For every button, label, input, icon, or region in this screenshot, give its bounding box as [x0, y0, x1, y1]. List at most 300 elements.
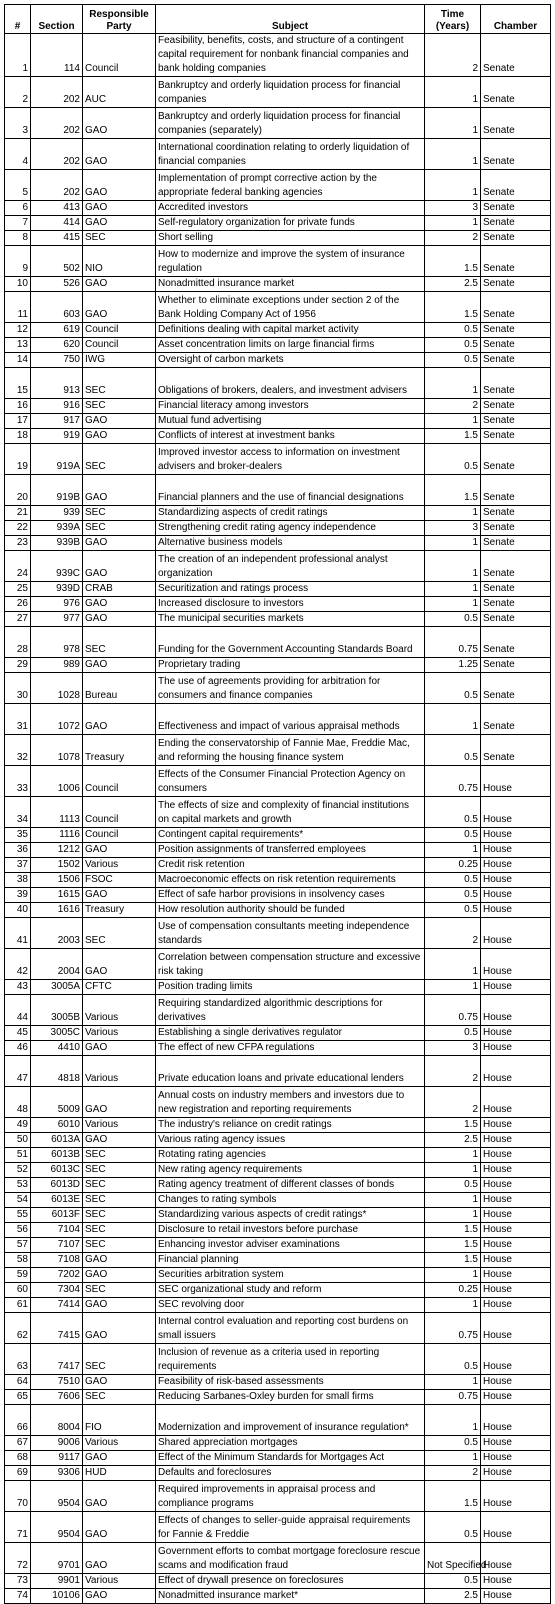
table-row	[5, 658, 551, 673]
row-time: 3	[425, 521, 481, 536]
row-responsible-party: GAO	[83, 139, 156, 170]
row-number: 57	[5, 1238, 31, 1253]
row-responsible-party: GAO	[83, 108, 156, 139]
row-subject: Credit risk retention	[156, 858, 425, 873]
row-section: 619	[31, 323, 83, 338]
row-chamber: Senate	[481, 582, 551, 597]
table-row	[5, 444, 551, 475]
row-number: 67	[5, 1436, 31, 1451]
table-row	[5, 704, 551, 735]
row-subject: Obligations of brokers, dealers, and investment advisers	[156, 368, 425, 399]
header-responsible-party: Responsible Party	[83, 5, 156, 34]
row-time: 1	[425, 1163, 481, 1178]
row-chamber: Senate	[481, 353, 551, 368]
row-number: 25	[5, 582, 31, 597]
row-responsible-party: Council	[83, 323, 156, 338]
row-responsible-party: GAO	[83, 1543, 156, 1574]
row-subject: Position assignments of transferred employees	[156, 843, 425, 858]
row-section: 202	[31, 170, 83, 201]
row-section: 1006	[31, 766, 83, 797]
row-subject: Annual costs on industry members and investors due to new registration and reporting requirements	[156, 1087, 425, 1118]
table-row	[5, 918, 551, 949]
row-chamber: Senate	[481, 246, 551, 277]
row-section: 202	[31, 108, 83, 139]
row-number: 44	[5, 995, 31, 1026]
row-chamber: House	[481, 1223, 551, 1238]
row-responsible-party: Council	[83, 766, 156, 797]
row-responsible-party: Various	[83, 858, 156, 873]
row-number: 60	[5, 1283, 31, 1298]
row-section: 913	[31, 368, 83, 399]
row-responsible-party: GAO	[83, 1512, 156, 1543]
row-time: 1.5	[425, 1118, 481, 1133]
row-section: 7304	[31, 1283, 83, 1298]
row-chamber: Senate	[481, 292, 551, 323]
row-number: 36	[5, 843, 31, 858]
table-row	[5, 1283, 551, 1298]
row-section: 1072	[31, 704, 83, 735]
row-section: 414	[31, 216, 83, 231]
row-number: 11	[5, 292, 31, 323]
table-row	[5, 1118, 551, 1133]
row-section: 526	[31, 277, 83, 292]
row-subject: Conflicts of interest at investment banks	[156, 429, 425, 444]
table-row	[5, 888, 551, 903]
row-responsible-party: GAO	[83, 949, 156, 980]
row-subject: Reducing Sarbanes-Oxley burden for small firms	[156, 1390, 425, 1405]
row-time: 1.5	[425, 1238, 481, 1253]
row-responsible-party: Various	[83, 995, 156, 1026]
row-subject: Nonadmitted insurance market*	[156, 1589, 425, 1604]
row-subject: Whether to eliminate exceptions under section 2 of the Bank Holding Company Act of 1956	[156, 292, 425, 323]
row-subject: Standardizing aspects of credit ratings	[156, 506, 425, 521]
row-chamber: Senate	[481, 506, 551, 521]
row-number: 29	[5, 658, 31, 673]
row-chamber: House	[481, 1148, 551, 1163]
row-subject: Shared appreciation mortgages	[156, 1436, 425, 1451]
row-chamber: House	[481, 1451, 551, 1466]
row-subject: Securities arbitration system	[156, 1268, 425, 1283]
row-number: 73	[5, 1574, 31, 1589]
row-number: 7	[5, 216, 31, 231]
row-number: 1	[5, 34, 31, 77]
row-chamber: House	[481, 1178, 551, 1193]
row-section: 4818	[31, 1056, 83, 1087]
row-number: 9	[5, 246, 31, 277]
table-row	[5, 414, 551, 429]
row-section: 413	[31, 201, 83, 216]
row-chamber: Senate	[481, 521, 551, 536]
row-number: 26	[5, 597, 31, 612]
table-row	[5, 903, 551, 918]
table-row	[5, 1253, 551, 1268]
row-chamber: Senate	[481, 536, 551, 551]
row-time: 1	[425, 108, 481, 139]
row-time: 1	[425, 506, 481, 521]
row-time: 1	[425, 980, 481, 995]
row-responsible-party: Various	[83, 1056, 156, 1087]
row-number: 6	[5, 201, 31, 216]
row-responsible-party: SEC	[83, 1163, 156, 1178]
row-responsible-party: GAO	[83, 1298, 156, 1313]
table-row	[5, 673, 551, 704]
row-chamber: House	[481, 1589, 551, 1604]
row-chamber: Senate	[481, 429, 551, 444]
row-section: 9306	[31, 1466, 83, 1481]
table-row	[5, 246, 551, 277]
row-section: 7510	[31, 1375, 83, 1390]
table-row	[5, 1056, 551, 1087]
row-number: 38	[5, 873, 31, 888]
row-responsible-party: Treasury	[83, 903, 156, 918]
row-section: 3005B	[31, 995, 83, 1026]
row-number: 61	[5, 1298, 31, 1313]
row-time: 3	[425, 1041, 481, 1056]
row-responsible-party: SEC	[83, 1193, 156, 1208]
row-responsible-party: Various	[83, 1436, 156, 1451]
table-row	[5, 797, 551, 828]
row-responsible-party: GAO	[83, 1041, 156, 1056]
row-subject: Bankruptcy and orderly liquidation process for financial companies (separately)	[156, 108, 425, 139]
row-section: 6013A	[31, 1133, 83, 1148]
row-chamber: House	[481, 1118, 551, 1133]
row-number: 69	[5, 1466, 31, 1481]
row-responsible-party: CRAB	[83, 582, 156, 597]
row-time: 0.5	[425, 1026, 481, 1041]
row-section: 916	[31, 399, 83, 414]
row-chamber: House	[481, 1026, 551, 1041]
table-row	[5, 1574, 551, 1589]
row-responsible-party: Council	[83, 797, 156, 828]
row-time: 1	[425, 139, 481, 170]
row-section: 1212	[31, 843, 83, 858]
table-row	[5, 216, 551, 231]
row-chamber: House	[481, 918, 551, 949]
row-time: 1	[425, 170, 481, 201]
row-responsible-party: Council	[83, 338, 156, 353]
row-number: 58	[5, 1253, 31, 1268]
row-responsible-party: Various	[83, 1026, 156, 1041]
row-section: 7415	[31, 1313, 83, 1344]
table-row	[5, 1148, 551, 1163]
table-row	[5, 995, 551, 1026]
row-number: 27	[5, 612, 31, 627]
row-number: 16	[5, 399, 31, 414]
row-chamber: Senate	[481, 627, 551, 658]
row-section: 939B	[31, 536, 83, 551]
row-subject: Correlation between compensation structure and excessive risk taking	[156, 949, 425, 980]
table-row	[5, 1298, 551, 1313]
row-responsible-party: GAO	[83, 475, 156, 506]
row-chamber: Senate	[481, 170, 551, 201]
row-section: 939D	[31, 582, 83, 597]
table-row	[5, 582, 551, 597]
row-responsible-party: Council	[83, 34, 156, 77]
row-subject: New rating agency requirements	[156, 1163, 425, 1178]
row-section: 4410	[31, 1041, 83, 1056]
row-time: 0.5	[425, 323, 481, 338]
row-time: 0.75	[425, 627, 481, 658]
row-time: 0.5	[425, 1344, 481, 1375]
row-number: 18	[5, 429, 31, 444]
row-chamber: House	[481, 1268, 551, 1283]
table-row	[5, 292, 551, 323]
row-responsible-party: GAO	[83, 658, 156, 673]
row-subject: How resolution authority should be funded	[156, 903, 425, 918]
row-chamber: House	[481, 1041, 551, 1056]
header-subject: Subject	[156, 5, 425, 34]
row-time: 0.5	[425, 338, 481, 353]
row-time: 2.5	[425, 1133, 481, 1148]
row-time: 1.5	[425, 475, 481, 506]
row-responsible-party: GAO	[83, 888, 156, 903]
row-time: 1.5	[425, 292, 481, 323]
table-row	[5, 506, 551, 521]
table-row	[5, 139, 551, 170]
row-subject: Rating agency treatment of different classes of bonds	[156, 1178, 425, 1193]
row-section: 919	[31, 429, 83, 444]
row-chamber: House	[481, 1375, 551, 1390]
row-time: 1	[425, 1208, 481, 1223]
row-responsible-party: SEC	[83, 1148, 156, 1163]
row-number: 65	[5, 1390, 31, 1405]
row-time: 0.5	[425, 888, 481, 903]
row-chamber: Senate	[481, 108, 551, 139]
row-subject: The municipal securities markets	[156, 612, 425, 627]
row-section: 917	[31, 414, 83, 429]
row-number: 24	[5, 551, 31, 582]
row-chamber: House	[481, 888, 551, 903]
row-section: 977	[31, 612, 83, 627]
row-responsible-party: FSOC	[83, 873, 156, 888]
row-time: 1	[425, 216, 481, 231]
row-time: 0.25	[425, 858, 481, 873]
row-time: 2.5	[425, 1589, 481, 1604]
row-subject: How to modernize and improve the system of insurance regulation	[156, 246, 425, 277]
row-chamber: Senate	[481, 704, 551, 735]
row-chamber: Senate	[481, 597, 551, 612]
row-number: 71	[5, 1512, 31, 1543]
row-number: 21	[5, 506, 31, 521]
row-subject: Enhancing investor adviser examinations	[156, 1238, 425, 1253]
studies-table	[4, 4, 551, 1604]
table-row	[5, 1268, 551, 1283]
row-number: 2	[5, 77, 31, 108]
row-responsible-party: GAO	[83, 277, 156, 292]
row-subject: Use of compensation consultants meeting independence standards	[156, 918, 425, 949]
row-section: 750	[31, 353, 83, 368]
row-responsible-party: SEC	[83, 1238, 156, 1253]
row-section: 3005A	[31, 980, 83, 995]
row-responsible-party: GAO	[83, 216, 156, 231]
row-number: 55	[5, 1208, 31, 1223]
row-chamber: House	[481, 873, 551, 888]
table-row	[5, 34, 551, 77]
row-number: 56	[5, 1223, 31, 1238]
row-section: 603	[31, 292, 83, 323]
row-number: 33	[5, 766, 31, 797]
row-time: 0.5	[425, 353, 481, 368]
row-chamber: House	[481, 1466, 551, 1481]
row-time: 2	[425, 918, 481, 949]
row-section: 6013F	[31, 1208, 83, 1223]
row-responsible-party: GAO	[83, 551, 156, 582]
row-number: 28	[5, 627, 31, 658]
row-responsible-party: Various	[83, 1574, 156, 1589]
table-row	[5, 1193, 551, 1208]
row-time: 1	[425, 949, 481, 980]
row-responsible-party: GAO	[83, 1313, 156, 1344]
row-chamber: House	[481, 828, 551, 843]
row-chamber: Senate	[481, 673, 551, 704]
table-row	[5, 429, 551, 444]
row-chamber: Senate	[481, 231, 551, 246]
row-section: 202	[31, 77, 83, 108]
table-row	[5, 1026, 551, 1041]
row-responsible-party: SEC	[83, 627, 156, 658]
row-number: 42	[5, 949, 31, 980]
table-row	[5, 1451, 551, 1466]
row-responsible-party: SEC	[83, 399, 156, 414]
row-section: 9901	[31, 1574, 83, 1589]
row-chamber: House	[481, 1056, 551, 1087]
row-chamber: Senate	[481, 139, 551, 170]
row-section: 7108	[31, 1253, 83, 1268]
table-row	[5, 843, 551, 858]
row-number: 20	[5, 475, 31, 506]
row-time: 1	[425, 597, 481, 612]
row-section: 7606	[31, 1390, 83, 1405]
row-subject: Improved investor access to information on investment advisers and broker-dealers	[156, 444, 425, 475]
row-number: 64	[5, 1375, 31, 1390]
row-subject: Inclusion of revenue as a criteria used in reporting requirements	[156, 1344, 425, 1375]
table-row	[5, 1390, 551, 1405]
row-subject: The creation of an independent professional analyst organization	[156, 551, 425, 582]
row-subject: Private education loans and private educational lenders	[156, 1056, 425, 1087]
row-number: 4	[5, 139, 31, 170]
row-responsible-party: SEC	[83, 1208, 156, 1223]
table-row	[5, 949, 551, 980]
row-time: 0.75	[425, 1390, 481, 1405]
row-section: 9504	[31, 1512, 83, 1543]
row-number: 40	[5, 903, 31, 918]
row-subject: Increased disclosure to investors	[156, 597, 425, 612]
row-number: 48	[5, 1087, 31, 1118]
table-row	[5, 323, 551, 338]
row-subject: Establishing a single derivatives regulator	[156, 1026, 425, 1041]
header-number: #	[5, 5, 31, 34]
row-chamber: House	[481, 1543, 551, 1574]
row-number: 63	[5, 1344, 31, 1375]
row-subject: Accredited investors	[156, 201, 425, 216]
row-chamber: House	[481, 797, 551, 828]
row-number: 72	[5, 1543, 31, 1574]
row-subject: Alternative business models	[156, 536, 425, 551]
row-responsible-party: SEC	[83, 1344, 156, 1375]
row-subject: Short selling	[156, 231, 425, 246]
row-responsible-party: GAO	[83, 201, 156, 216]
row-number: 22	[5, 521, 31, 536]
row-section: 5009	[31, 1087, 83, 1118]
row-subject: Effectiveness and impact of various appraisal methods	[156, 704, 425, 735]
row-subject: The industry's reliance on credit ratings	[156, 1118, 425, 1133]
row-chamber: House	[481, 1436, 551, 1451]
row-subject: Government efforts to combat mortgage foreclosure rescue scams and modification fraud	[156, 1543, 425, 1574]
header-chamber: Chamber	[481, 5, 551, 34]
row-time: 0.5	[425, 828, 481, 843]
row-number: 43	[5, 980, 31, 995]
table-row	[5, 338, 551, 353]
row-number: 59	[5, 1268, 31, 1283]
row-time: 2	[425, 1056, 481, 1087]
row-section: 9504	[31, 1481, 83, 1512]
row-chamber: House	[481, 1193, 551, 1208]
row-section: 2004	[31, 949, 83, 980]
row-section: 1078	[31, 735, 83, 766]
row-subject: Contingent capital requirements*	[156, 828, 425, 843]
row-subject: Securitization and ratings process	[156, 582, 425, 597]
row-responsible-party: Bureau	[83, 673, 156, 704]
row-time: 1	[425, 1451, 481, 1466]
row-responsible-party: FIO	[83, 1405, 156, 1436]
table-row	[5, 521, 551, 536]
row-number: 19	[5, 444, 31, 475]
table-row	[5, 1512, 551, 1543]
row-responsible-party: SEC	[83, 231, 156, 246]
row-section: 9006	[31, 1436, 83, 1451]
row-subject: Internal control evaluation and reporting cost burdens on small issuers	[156, 1313, 425, 1344]
row-section: 7104	[31, 1223, 83, 1238]
row-section: 1506	[31, 873, 83, 888]
row-subject: Proprietary trading	[156, 658, 425, 673]
header-section: Section	[31, 5, 83, 34]
row-section: 939C	[31, 551, 83, 582]
row-time: 0.5	[425, 673, 481, 704]
row-time: 1.5	[425, 1223, 481, 1238]
row-subject: Effects of changes to seller-guide appraisal requirements for Fannie & Freddie	[156, 1512, 425, 1543]
row-chamber: Senate	[481, 475, 551, 506]
row-number: 49	[5, 1118, 31, 1133]
row-responsible-party: Various	[83, 1118, 156, 1133]
row-chamber: Senate	[481, 323, 551, 338]
row-chamber: House	[481, 766, 551, 797]
row-number: 62	[5, 1313, 31, 1344]
row-time: 0.25	[425, 1283, 481, 1298]
row-responsible-party: SEC	[83, 1283, 156, 1298]
row-section: 6010	[31, 1118, 83, 1133]
row-chamber: House	[481, 1087, 551, 1118]
row-subject: Disclosure to retail investors before purchase	[156, 1223, 425, 1238]
row-section: 1616	[31, 903, 83, 918]
row-time: 0.5	[425, 444, 481, 475]
row-time: 0.5	[425, 735, 481, 766]
row-section: 919A	[31, 444, 83, 475]
row-chamber: House	[481, 949, 551, 980]
row-subject: Bankruptcy and orderly liquidation process for financial companies	[156, 77, 425, 108]
table-row	[5, 1543, 551, 1574]
row-subject: Modernization and improvement of insurance regulation*	[156, 1405, 425, 1436]
row-time: 2	[425, 34, 481, 77]
row-time: 0.5	[425, 1512, 481, 1543]
row-chamber: Senate	[481, 201, 551, 216]
row-subject: Position trading limits	[156, 980, 425, 995]
row-section: 6013D	[31, 1178, 83, 1193]
table-row	[5, 399, 551, 414]
row-subject: Effects of the Consumer Financial Protection Agency on consumers	[156, 766, 425, 797]
row-time: 1	[425, 368, 481, 399]
table-row	[5, 536, 551, 551]
table-row	[5, 597, 551, 612]
